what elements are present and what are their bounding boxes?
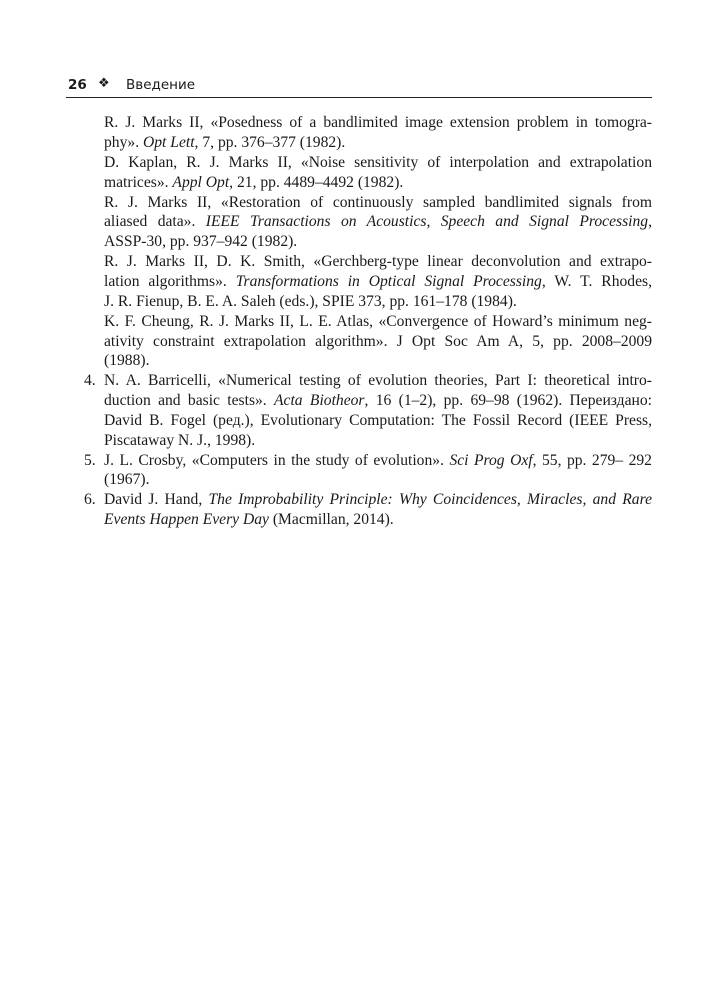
reference-text: R. J. Marks II, «Restoration of continuously sampled bandlimited signals from: [104, 193, 652, 211]
reference-line: [104, 371, 652, 391]
reference-entry: [84, 153, 652, 193]
section-title: Введение: [126, 77, 196, 93]
reference-text: phy».: [104, 133, 143, 151]
reference-text: ASSP-30, pp. 937–942 (1982).: [104, 233, 298, 251]
reference-line: [104, 490, 652, 510]
italic-title: Opt Lett: [142, 133, 195, 151]
reference-text: Piscataway N. J., 1998).: [104, 431, 256, 449]
reference-text: , 55, pp. 279– 292: [532, 451, 652, 469]
reference-text: David J. Hand,: [104, 491, 209, 509]
reference-line: [104, 332, 652, 352]
reference-line: [104, 173, 652, 193]
reference-text: , 21, pp. 4489–4492 (1982).: [229, 173, 404, 191]
reference-line: [104, 451, 652, 471]
reference-line: [104, 133, 652, 153]
reference-text: matrices».: [104, 173, 173, 191]
reference-entry: [84, 371, 652, 450]
italic-title: Appl Opt: [172, 173, 230, 191]
reference-text: ,: [648, 213, 652, 231]
reference-line: [104, 113, 652, 133]
italic-title: Sci Prog Oxf: [449, 451, 533, 469]
reference-line: [104, 431, 652, 451]
reference-text: ativity constraint extrapolation algorithm». J Opt Soc Am A, 5, pp. 2008–2009: [104, 332, 652, 350]
reference-line: [104, 510, 652, 530]
reference-list: [84, 113, 652, 530]
reference-line: [104, 391, 652, 411]
reference-entry: [84, 113, 652, 153]
reference-line: [104, 212, 652, 232]
reference-line: [104, 252, 652, 272]
reference-text: duction and basic tests».: [104, 392, 275, 410]
reference-text: D. Kaplan, R. J. Marks II, «Noise sensitivity of interpolation and extrapolation: [104, 153, 652, 171]
reference-text: (1967).: [104, 471, 150, 489]
reference-text: David B. Fogel (ред.), Evolutionary Computation: The Fossil Record (IEEE Press,: [104, 411, 652, 429]
reference-entry: [84, 193, 652, 252]
reference-text: (1988).: [104, 352, 150, 370]
reference-text: , 16 (1–2), pp. 69–98 (1962). Переиздано:: [364, 392, 652, 410]
reference-line: [104, 193, 652, 213]
italic-title: Events Happen Every Day: [104, 511, 269, 529]
reference-entry: [84, 451, 652, 491]
italic-title: The Improbability Principle: Why Coincidences, Miracles, and Rare: [208, 491, 652, 509]
reference-line: [104, 232, 652, 252]
reference-line: [104, 153, 652, 173]
reference-line: [104, 411, 652, 431]
reference-line: [104, 292, 652, 312]
reference-text: J. R. Fienup, B. E. A. Saleh (eds.), SPIE 373, pp. 161–178 (1984).: [104, 292, 517, 310]
reference-text: , W. T. Rhodes,: [541, 272, 652, 290]
reference-line: [104, 272, 652, 292]
reference-text: aliased data».: [104, 213, 206, 231]
reference-text: N. A. Barricelli, «Numerical testing of evolution theories, Part I: theoretical intro-: [104, 372, 652, 390]
reference-line: [104, 351, 652, 371]
running-header: [66, 76, 652, 98]
italic-title: IEEE Transactions on Acoustics, Speech and Signal Processing: [205, 213, 649, 231]
reference-number: 4.: [84, 372, 96, 390]
italic-title: Transformations in Optical Signal Processing: [235, 272, 542, 290]
reference-text: , 7, pp. 376–377 (1982).: [194, 133, 346, 151]
reference-text: lation algorithms».: [104, 272, 236, 290]
reference-line: [104, 312, 652, 332]
reference-text: (Macmillan, 2014).: [268, 511, 394, 529]
ornament-icon: ❖: [98, 76, 110, 91]
reference-text: R. J. Marks II, «Posedness of a bandlimited image extension problem in tomogra-: [104, 114, 652, 131]
reference-number: 6.: [84, 491, 96, 509]
reference-text: K. F. Cheung, R. J. Marks II, L. E. Atlas, «Convergence of Howard’s minimum neg-: [104, 312, 652, 330]
reference-entry: [84, 312, 652, 371]
reference-number: 5.: [84, 451, 96, 469]
reference-text: R. J. Marks II, D. K. Smith, «Gerchberg-type linear deconvolution and extrapo-: [104, 253, 652, 271]
reference-entry: [84, 252, 652, 311]
reference-line: [104, 470, 652, 490]
page-number: 26: [68, 77, 87, 93]
italic-title: Acta Biotheor: [274, 392, 365, 410]
reference-text: J. L. Crosby, «Computers in the study of evolution».: [104, 451, 450, 469]
reference-entry: [84, 490, 652, 530]
